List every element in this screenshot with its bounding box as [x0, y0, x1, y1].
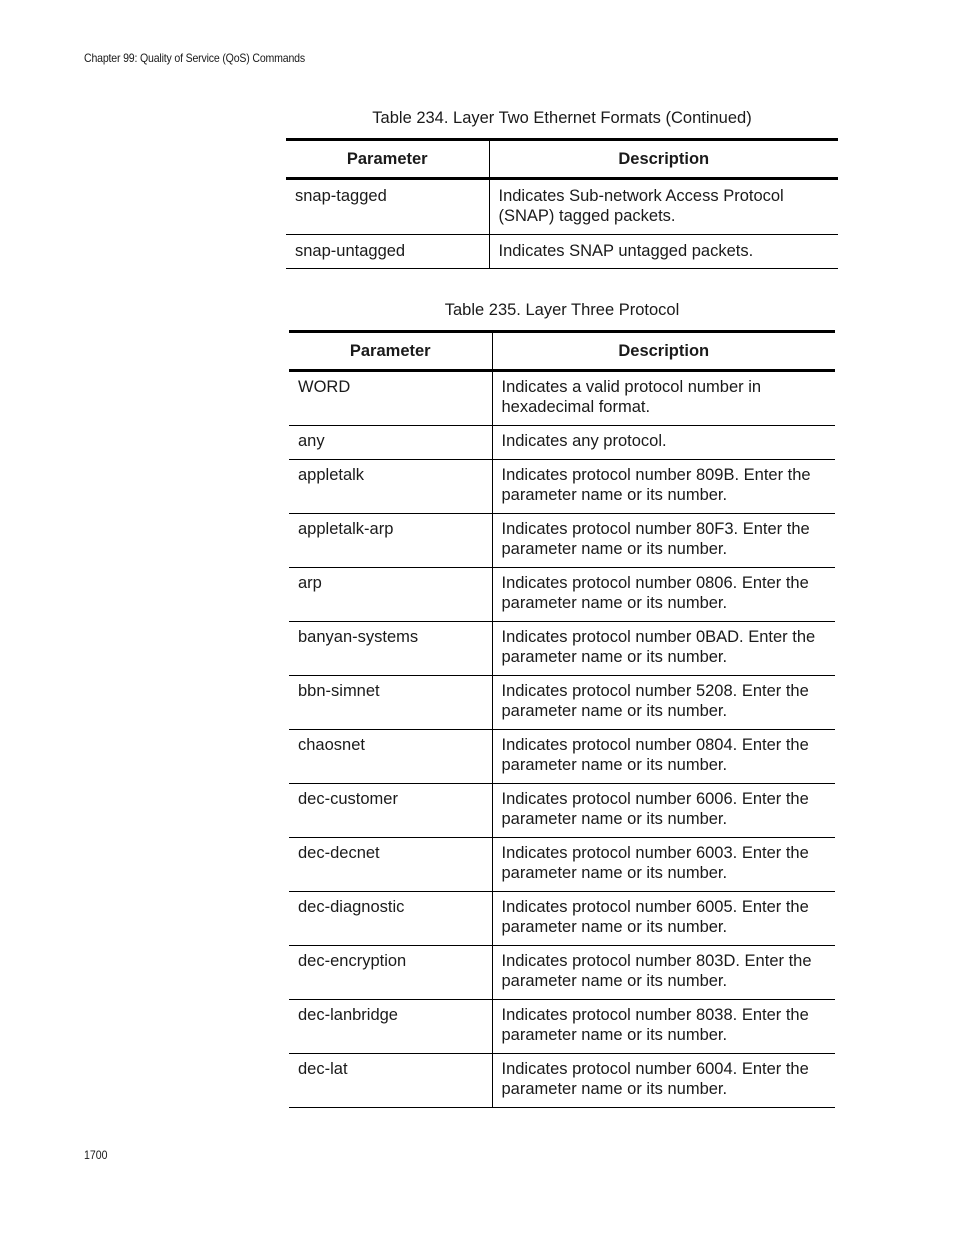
description-cell: Indicates any protocol.	[492, 426, 835, 460]
table-row	[289, 514, 835, 568]
table-row	[289, 1054, 835, 1108]
table-row	[289, 460, 835, 514]
description-cell: Indicates protocol number 0BAD. Enter the parameter name or its number.	[492, 622, 835, 676]
description-cell: Indicates a valid protocol number in hexadecimal format.	[492, 371, 835, 426]
column-header-description: Description	[489, 140, 838, 179]
table-234-caption: Table 234. Layer Two Ethernet Formats (Continued)	[372, 109, 752, 127]
parameter-cell: dec-customer	[289, 784, 492, 838]
table-row	[289, 838, 835, 892]
table-row	[289, 622, 835, 676]
description-cell: Indicates protocol number 6006. Enter the parameter name or its number.	[492, 784, 835, 838]
table-row	[286, 179, 838, 235]
table-header-row	[289, 332, 835, 371]
description-cell: Indicates protocol number 803D. Enter the parameter name or its number.	[492, 946, 835, 1000]
table-row	[289, 568, 835, 622]
parameter-cell: dec-encryption	[289, 946, 492, 1000]
table-header-row	[286, 140, 838, 179]
parameter-cell: dec-lanbridge	[289, 1000, 492, 1054]
description-cell: Indicates protocol number 8038. Enter the parameter name or its number.	[492, 1000, 835, 1054]
table-row	[289, 1000, 835, 1054]
parameter-cell: appletalk	[289, 460, 492, 514]
table-row	[289, 371, 835, 426]
description-cell: Indicates protocol number 6004. Enter the parameter name or its number.	[492, 1054, 835, 1108]
description-cell: Indicates protocol number 80F3. Enter the parameter name or its number.	[492, 514, 835, 568]
column-header-parameter: Parameter	[289, 332, 492, 371]
parameter-cell: dec-lat	[289, 1054, 492, 1108]
description-cell: Indicates protocol number 6005. Enter the parameter name or its number.	[492, 892, 835, 946]
parameter-cell: appletalk-arp	[289, 514, 492, 568]
table-row	[289, 426, 835, 460]
column-header-parameter: Parameter	[286, 140, 489, 179]
description-cell: Indicates protocol number 809B. Enter the parameter name or its number.	[492, 460, 835, 514]
table-235-caption: Table 235. Layer Three Protocol	[444, 301, 680, 319]
table-234-layer-two-ethernet-formats	[286, 138, 838, 269]
parameter-cell: dec-decnet	[289, 838, 492, 892]
table-row	[289, 892, 835, 946]
table-row	[289, 946, 835, 1000]
table-row	[286, 235, 838, 269]
parameter-cell: snap-untagged	[286, 235, 489, 269]
parameter-cell: any	[289, 426, 492, 460]
page-number: 1700	[84, 1148, 108, 1162]
description-cell: Indicates SNAP untagged packets.	[489, 235, 838, 269]
description-cell: Indicates protocol number 0804. Enter the parameter name or its number.	[492, 730, 835, 784]
table-235-layer-three-protocol	[289, 330, 835, 1108]
description-cell: Indicates Sub-network Access Protocol (SNAP) tagged packets.	[489, 179, 838, 235]
running-header: Chapter 99: Quality of Service (QoS) Commands	[84, 51, 305, 65]
table-row	[289, 676, 835, 730]
parameter-cell: bbn-simnet	[289, 676, 492, 730]
parameter-cell: chaosnet	[289, 730, 492, 784]
column-header-description: Description	[492, 332, 835, 371]
parameter-cell: dec-diagnostic	[289, 892, 492, 946]
parameter-cell: snap-tagged	[286, 179, 489, 235]
table-row	[289, 730, 835, 784]
description-cell: Indicates protocol number 6003. Enter the parameter name or its number.	[492, 838, 835, 892]
parameter-cell: WORD	[289, 371, 492, 426]
parameter-cell: arp	[289, 568, 492, 622]
description-cell: Indicates protocol number 0806. Enter the parameter name or its number.	[492, 568, 835, 622]
description-cell: Indicates protocol number 5208. Enter the parameter name or its number.	[492, 676, 835, 730]
table-row	[289, 784, 835, 838]
parameter-cell: banyan-systems	[289, 622, 492, 676]
